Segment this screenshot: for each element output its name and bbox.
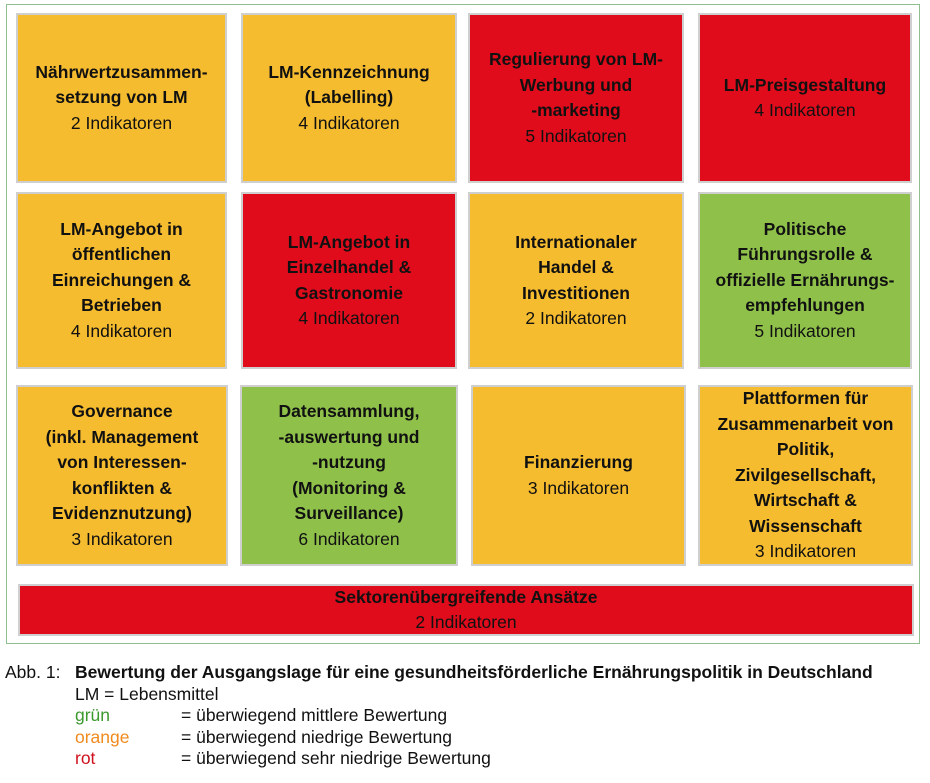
legend-row-rot xyxy=(5,748,925,770)
tile-politische-fuehrungsrolle xyxy=(698,192,912,369)
figure-caption xyxy=(5,662,925,770)
tile-datensammlung xyxy=(240,385,458,566)
tile-title: Finanzierung xyxy=(524,452,633,472)
tile-indicators: 2 Indikatoren xyxy=(525,308,627,328)
tile-indicators: 5 Indikatoren xyxy=(754,320,856,341)
caption-label: Abb. 1: xyxy=(5,662,61,682)
tile-indicators: 2 Indikatoren xyxy=(415,612,517,632)
tile-title: Plattformen für Zusammenarbeit von Politik, Zivilgesellschaft, Wirtschaft & Wissenschaft xyxy=(717,388,894,536)
tile-kennzeichnung xyxy=(241,13,457,183)
tile-title: Regulierung von LM- Werbung und -marketing xyxy=(488,49,664,120)
tile-indicators: 2 Indikatoren xyxy=(70,112,173,133)
tile-title: Datensammlung, -auswertung und -nutzung (Monitoring & Surveillance) xyxy=(278,401,420,523)
tile-preisgestaltung xyxy=(698,13,912,183)
legend-text: = überwiegend niedrige Bewertung xyxy=(181,726,452,747)
caption-title: Bewertung der Ausgangslage für eine gesundheitsförderliche Ernährungspolitik in Deutschland xyxy=(75,662,873,682)
legend-row-orange xyxy=(5,727,925,749)
tile-title: LM-Angebot in Einzelhandel & Gastronomie xyxy=(286,231,412,303)
tile-indicators: 4 Indikatoren xyxy=(298,112,400,133)
tile-indicators: 4 Indikatoren xyxy=(70,320,173,341)
tile-indicators: 3 Indikatoren xyxy=(527,477,630,498)
legend-key: orange xyxy=(75,726,130,747)
legend-row-gruen xyxy=(5,705,925,727)
tile-indicators: 5 Indikatoren xyxy=(525,125,627,146)
tile-indicators: 6 Indikatoren xyxy=(298,528,400,549)
tile-angebot-einzelhandel xyxy=(241,192,457,369)
tile-title: Sektorenübergreifende Ansätze xyxy=(334,587,598,607)
tile-indicators: 3 Indikatoren xyxy=(71,528,173,549)
tile-internationaler-handel xyxy=(468,192,684,369)
tile-title: Governance (inkl. Management von Interessen- konflikten & Evidenznutzung) xyxy=(45,401,199,523)
tile-title: Internationaler Handel & Investitionen xyxy=(515,231,637,303)
tile-finanzierung xyxy=(471,385,686,566)
caption-abbreviation: LM = Lebensmittel xyxy=(75,683,219,704)
tile-governance xyxy=(16,385,228,566)
legend-key: rot xyxy=(75,748,96,768)
tile-title: LM-Kennzeichnung (Labelling) xyxy=(268,61,430,108)
tile-indicators: 3 Indikatoren xyxy=(754,541,857,562)
legend-key: grün xyxy=(75,705,111,725)
tile-title: Politische Führungsrolle & offizielle Ernährungs- empfehlungen xyxy=(715,218,895,316)
tile-angebot-oeffentlich xyxy=(16,192,227,369)
tile-title: LM-Preisgestaltung xyxy=(723,74,887,95)
legend-text: = überwiegend sehr niedrige Bewertung xyxy=(181,748,491,768)
tile-plattformen xyxy=(698,385,913,566)
tile-title: LM-Angebot in öffentlichen Einreichungen & Betrieben xyxy=(51,218,192,316)
tile-indicators: 4 Indikatoren xyxy=(298,308,400,328)
tile-title: Nährwertzusammen- setzung von LM xyxy=(35,61,208,108)
legend-text: = überwiegend mittlere Bewertung xyxy=(181,705,448,725)
tile-indicators: 4 Indikatoren xyxy=(754,100,856,120)
tile-werbung-regulierung xyxy=(468,13,684,183)
tile-sektorenuebergreifend xyxy=(18,584,914,636)
tile-naehrwertzusammensetzung xyxy=(16,13,227,183)
